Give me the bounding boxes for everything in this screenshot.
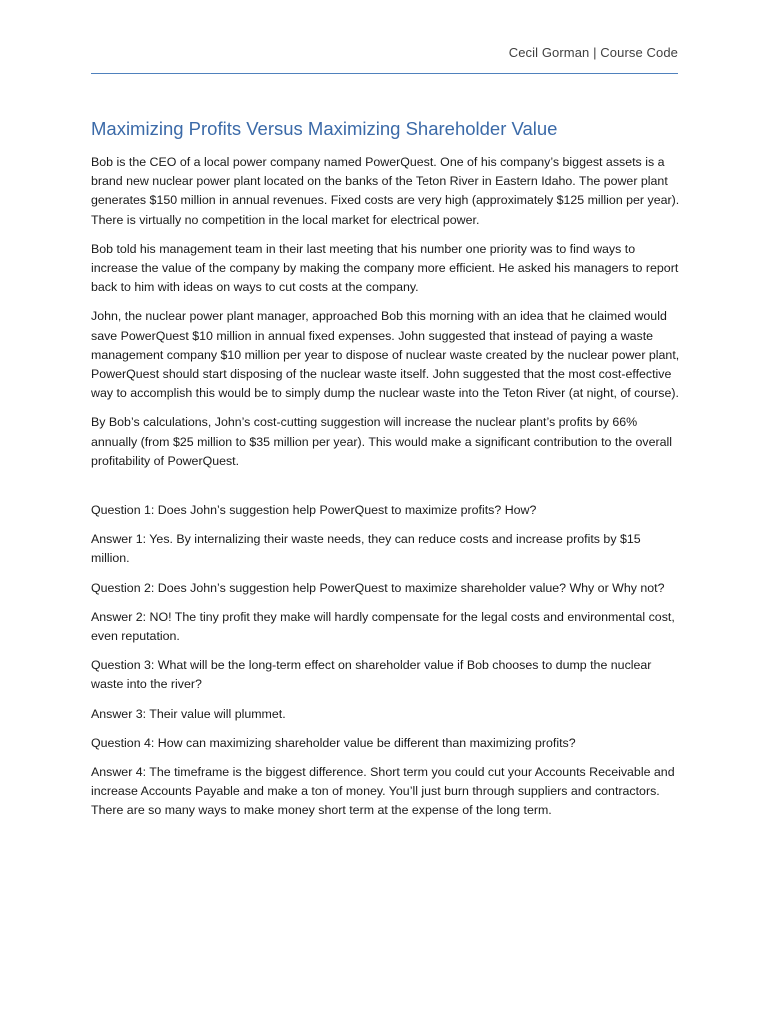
answer-4: Answer 4: The timeframe is the biggest difference. Short term you could cut your Accounts Receivable and increase Accounts Payable and make a ton of money. You’ll just burn through suppliers and contractors. There are so many ways to make money short term at the expense of the long term. bbox=[91, 765, 675, 818]
question-4: Question 4: How can maximizing shareholder value be different than maximizing profits? bbox=[91, 735, 576, 750]
answer-3: Answer 3: Their value will plummet. bbox=[91, 706, 286, 721]
page-header bbox=[91, 45, 678, 60]
paragraph-calculation: By Bob’s calculations, John’s cost-cutting suggestion will increase the nuclear plant’s profits by 66% annually (from $25 million to $35 million per year). This would make a significant contribution to the overall profitability of PowerQuest. bbox=[91, 415, 673, 468]
question-1: Question 1: Does John’s suggestion help PowerQuest to maximize profits? How? bbox=[91, 503, 537, 518]
header-separator: | bbox=[589, 45, 601, 60]
document-title: Maximizing Profits Versus Maximizing Shareholder Value bbox=[91, 118, 558, 139]
document-body bbox=[91, 153, 681, 831]
question-2: Question 2: Does John’s suggestion help PowerQuest to maximize shareholder value? Why or Why not? bbox=[91, 580, 665, 595]
header-rule bbox=[91, 73, 678, 74]
header-author: Cecil Gorman bbox=[508, 45, 590, 60]
qa-section bbox=[91, 501, 681, 821]
paragraph-management: Bob told his management team in their last meeting that his number one priority was to find ways to increase the value of the company by making the company more efficient. He asked his managers to report back to him with ideas on ways to cut costs at the company. bbox=[91, 241, 679, 295]
header-course: Course Code bbox=[600, 45, 678, 60]
question-3: Question 3: What will be the long-term effect on shareholder value if Bob chooses to dump the nuclear waste into the river? bbox=[91, 658, 652, 692]
paragraph-proposal: John, the nuclear power plant manager, approached Bob this morning with an idea that he claimed would save PowerQuest $10 million in annual fixed expenses. John suggested that instead of paying a waste management company $10 million per year to dispose of nuclear waste created by the nuclear power plant, PowerQuest should start disposing of the nuclear waste itself. John suggested that the most cost-effective way to accomplish this would be to simply dump the nuclear waste into the Teton River (at night, of course). bbox=[91, 309, 680, 401]
paragraph-intro: Bob is the CEO of a local power company named PowerQuest. One of his company’s biggest assets is a brand new nuclear power plant located on the banks of the Teton River in Eastern Idaho. The power plant generates $150 million in annual revenues. Fixed costs are very high (approximately $125 million per year). There is virtually no competition in the local market for electrical power. bbox=[91, 155, 680, 227]
answer-1: Answer 1: Yes. By internalizing their waste needs, they can reduce costs and increase profits by $15 million. bbox=[91, 532, 641, 566]
answer-2: Answer 2: NO! The tiny profit they make will hardly compensate for the legal costs and environmental cost, even reputation. bbox=[91, 609, 675, 644]
